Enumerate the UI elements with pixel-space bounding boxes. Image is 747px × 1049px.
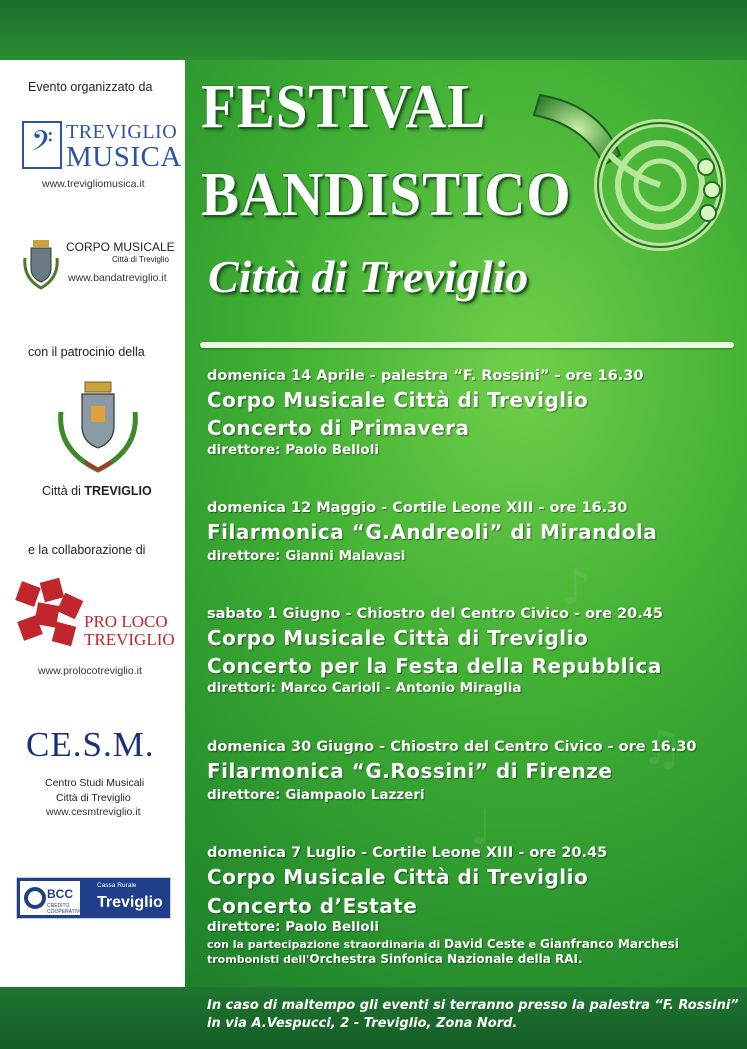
note-2-prefix: trombonisti dell' <box>207 953 310 966</box>
cesm-logo: CE.S.M. <box>26 725 155 764</box>
event-1-header: domenica 14 Aprile - palestra “F. Rossini” - ore 16.30 <box>207 368 644 384</box>
pro-loco-line2: TREVIGLIO <box>84 630 175 649</box>
treviglio-musica-line2: MUSICA <box>66 141 182 173</box>
corpo-musicale-crest-icon <box>22 238 60 290</box>
cesm-line1: Centro Studi Musicali <box>45 777 145 789</box>
pro-loco-mark-icon <box>14 578 94 650</box>
footer-address: in via A.Vespucci, 2 - Treviglio, Zona Nord. <box>207 1016 518 1031</box>
corpo-musicale-sub: Città di Treviglio <box>112 255 169 264</box>
sponsor-sidebar <box>0 60 185 987</box>
event-1-title: Corpo Musicale Città di Treviglio <box>207 388 589 412</box>
organized-label: Evento organizzato da <box>28 80 153 94</box>
event-4-director: direttore: Giampaolo Lazzeri <box>207 787 425 803</box>
event-1-subtitle: Concerto di Primavera <box>207 416 470 440</box>
note-1-artist-b: Gianfranco Marchesi <box>539 937 679 951</box>
bass-clef-icon: 𝄢 <box>22 121 62 169</box>
note-1-artist-a: David Ceste <box>444 937 525 951</box>
title-festival: FESTIVAL <box>201 73 487 141</box>
event-2-header: domenica 12 Maggio - Cortile Leone XIII - ore 16.30 <box>207 500 628 516</box>
event-2-director: direttore: Gianni Malavasi <box>207 548 406 564</box>
collaboration-label: e la collaborazione di <box>28 543 146 557</box>
top-band <box>0 0 747 60</box>
event-3-director: direttori: Marco Carioli - Antonio Miraglia <box>207 680 522 696</box>
event-5-director: direttore: Paolo Belloli <box>207 919 379 935</box>
city-prefix: Città di <box>42 484 85 498</box>
event-5-title: Corpo Musicale Città di Treviglio <box>207 865 589 889</box>
event-5-note-2 <box>207 952 583 966</box>
treviglio-musica-logo <box>22 121 182 173</box>
corpo-musicale-url: www.bandatreviglio.it <box>68 272 167 284</box>
event-3-header: sabato 1 Giugno - Chiostro del Centro Civico - ore 20.45 <box>207 606 663 622</box>
event-3-subtitle: Concerto per la Festa della Repubblica <box>207 654 662 678</box>
pro-loco-line1: PRO LOCO <box>84 612 168 631</box>
bcc-logo <box>16 877 171 919</box>
event-5-subtitle: Concerto d’Estate <box>207 894 418 918</box>
city-crest-icon <box>55 380 141 475</box>
note-1-conjunction: e <box>524 938 540 951</box>
event-4-header: domenica 30 Giugno - Chiostro del Centro Civico - ore 16.30 <box>207 739 697 755</box>
city-name <box>42 484 152 498</box>
cesm-url: www.cesmtreviglio.it <box>46 806 141 818</box>
bcc-cassa: Cassa Rurale <box>97 882 137 889</box>
pro-loco-url: www.prolocotreviglio.it <box>38 665 142 677</box>
treviglio-musica-url: www.trevigliomusica.it <box>42 178 145 190</box>
patronage-label: con il patrocinio della <box>28 345 145 359</box>
bcc-sub: CREDITO COOPERATIVO <box>47 903 84 915</box>
cesm-line2: Città di Treviglio <box>56 792 131 804</box>
bcc-name: BCC <box>47 887 73 901</box>
note-2-orchestra: Orchestra Sinfonica Nazionale della RAI. <box>309 952 583 966</box>
event-4-title: Filarmonica “G.Rossini” di Firenze <box>207 759 613 783</box>
bcc-badge <box>20 881 84 915</box>
footer-weather-notice: In caso di maltempo gli eventi si terranno presso la palestra “F. Rossini” <box>207 998 739 1013</box>
music-note-icon: ♪ <box>560 560 591 616</box>
bcc-town: Treviglio <box>97 894 163 911</box>
corpo-musicale-name: CORPO MUSICALE <box>66 240 175 254</box>
event-3-title: Corpo Musicale Città di Treviglio <box>207 626 589 650</box>
title-bandistico: BANDISTICO <box>201 161 572 229</box>
title-divider <box>200 342 734 348</box>
event-5-note-1 <box>207 937 679 951</box>
city-name-bold: TREVIGLIO <box>84 484 152 498</box>
title-city: Città di Treviglio <box>208 251 529 302</box>
bcc-circle-icon <box>24 887 46 909</box>
music-note-icon: ♩ <box>470 800 493 856</box>
event-1-director: direttore: Paolo Belloli <box>207 442 379 458</box>
treviglio-musica-line1: TREVIGLIO <box>66 121 178 143</box>
music-note-icon: ♫ <box>640 720 684 776</box>
note-1-prefix: con la partecipazione straordinaria di <box>207 938 445 951</box>
event-2-title: Filarmonica “G.Andreoli” di Mirandola <box>207 520 658 544</box>
event-5-header: domenica 7 Luglio - Cortile Leone XIII - ore 20.45 <box>207 845 608 861</box>
